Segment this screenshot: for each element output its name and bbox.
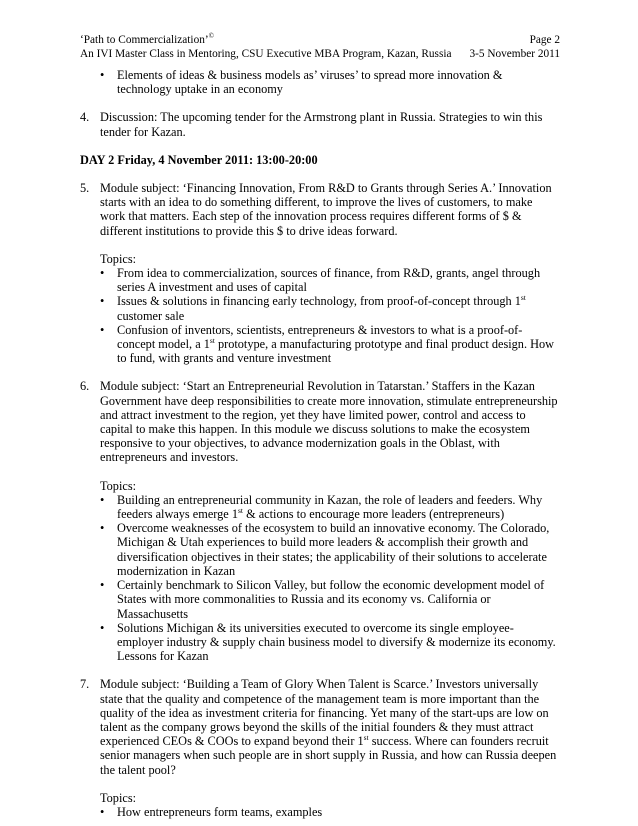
- page-number: Page 2: [529, 34, 560, 46]
- intro-bullet: • Elements of ideas & business models as’ viruses’ to spread more innovation & technology uptake in an economy: [80, 68, 560, 96]
- list-item: • Issues & solutions in financing early technology, from proof-of-concept through 1st customer sale: [80, 294, 560, 322]
- list-item: • Certainly benchmark to Silicon Valley, but follow the economic development model of States with more commonalities to Russia and its economy vs. California or Massachusetts: [80, 578, 560, 621]
- list-item: • Solutions Michigan & its universities executed to overcome its single employee-employer industry & supply chain business model to diversify & modernize its economy. Lessons for Kazan: [80, 621, 560, 664]
- topics-label: Topics:: [100, 790, 137, 805]
- topics-label: Topics:: [100, 478, 137, 493]
- header-title: ‘Path to Commercialization’©: [80, 32, 214, 46]
- item-text: Module subject: ‘Building a Team of Glory When Talent is Scarce.’ Investors universally state that the quality and competence of the management team is more important than the quality of the idea as investment criteria for financing. Yet many of the start-ups are low on talent as the company grows beyond the skills of the initial founders & they must attract experienced CEOs & COOs to expand beyond their 1st success. Where can founders recruit senior managers when such people are in short supply in Russia, and how can Russia deepen the talent pool?: [100, 677, 557, 777]
- item-6: [80, 379, 560, 464]
- document-page: [80, 33, 560, 819]
- item-text: Module subject: ‘Financing Innovation, From R&D to Grants through Series A.’ Innovation starts with an idea to do something different, to improve the lives of customers, to make work that matters. Each step of the innovation process requires different forms of $ & different institutions to provide this $ to drive ideas forward.: [100, 181, 552, 238]
- topics-label: Topics:: [100, 251, 137, 266]
- running-header-line-2: [80, 47, 560, 61]
- item-text: Module subject: ‘Start an Entrepreneurial Revolution in Tatarstan.’ Staffers in the Kazan Government have deep responsibilities to create more innovation, stimulate entrepreneurship and attract investment to the region, yet they have limited power, control and access to capital to make this happen. In this module we discuss solutions to make the ecosystem responsive to your objectives, to advance modernization goals in the Oblast, with entrepreneurs and investors.: [100, 379, 558, 465]
- list-item: • How entrepreneurs form teams, examples: [80, 805, 560, 819]
- item-number: 6.: [80, 379, 90, 394]
- list-item: • Confusion of inventors, scientists, entrepreneurs & investors to what is a proof-of-concept model, a 1st prototype, a manufacturing prototype and final product design. How to fund, with grants and venture investment: [80, 323, 560, 366]
- item-5: [80, 181, 560, 238]
- item-text: Discussion: The upcoming tender for the Armstrong plant in Russia. Strategies to win this tender for Kazan.: [100, 110, 543, 139]
- header-dates: 3-5 November 2011: [469, 48, 560, 60]
- header-program: An IVI Master Class in Mentoring, CSU Executive MBA Program, Kazan, Russia: [80, 48, 452, 60]
- item-7: [80, 677, 560, 776]
- copyright-mark: ©: [208, 32, 214, 41]
- running-header-line-1: [80, 33, 560, 47]
- item-number: 7.: [80, 677, 90, 692]
- list-item: • Overcome weaknesses of the ecosystem to build an innovative economy. The Colorado, Michigan & Utah experiences to build more leaders & accomplish their growth and diversification objectives in their states; the applicability of their solutions to accelerate modernization in Kazan: [80, 521, 560, 578]
- day-2-heading: DAY 2 Friday, 4 November 2011: 13:00-20:00: [80, 152, 318, 167]
- item-number: 5.: [80, 181, 90, 196]
- list-item: • From idea to commercialization, sources of finance, from R&D, grants, angel through series A investment and uses of capital: [80, 266, 560, 294]
- item-4: [80, 110, 560, 138]
- list-item: • Building an entrepreneurial community in Kazan, the role of leaders and feeders. Why feeders always emerge 1st & actions to encourage more leaders (entrepreneurs): [80, 493, 560, 521]
- item-number: 4.: [80, 110, 90, 125]
